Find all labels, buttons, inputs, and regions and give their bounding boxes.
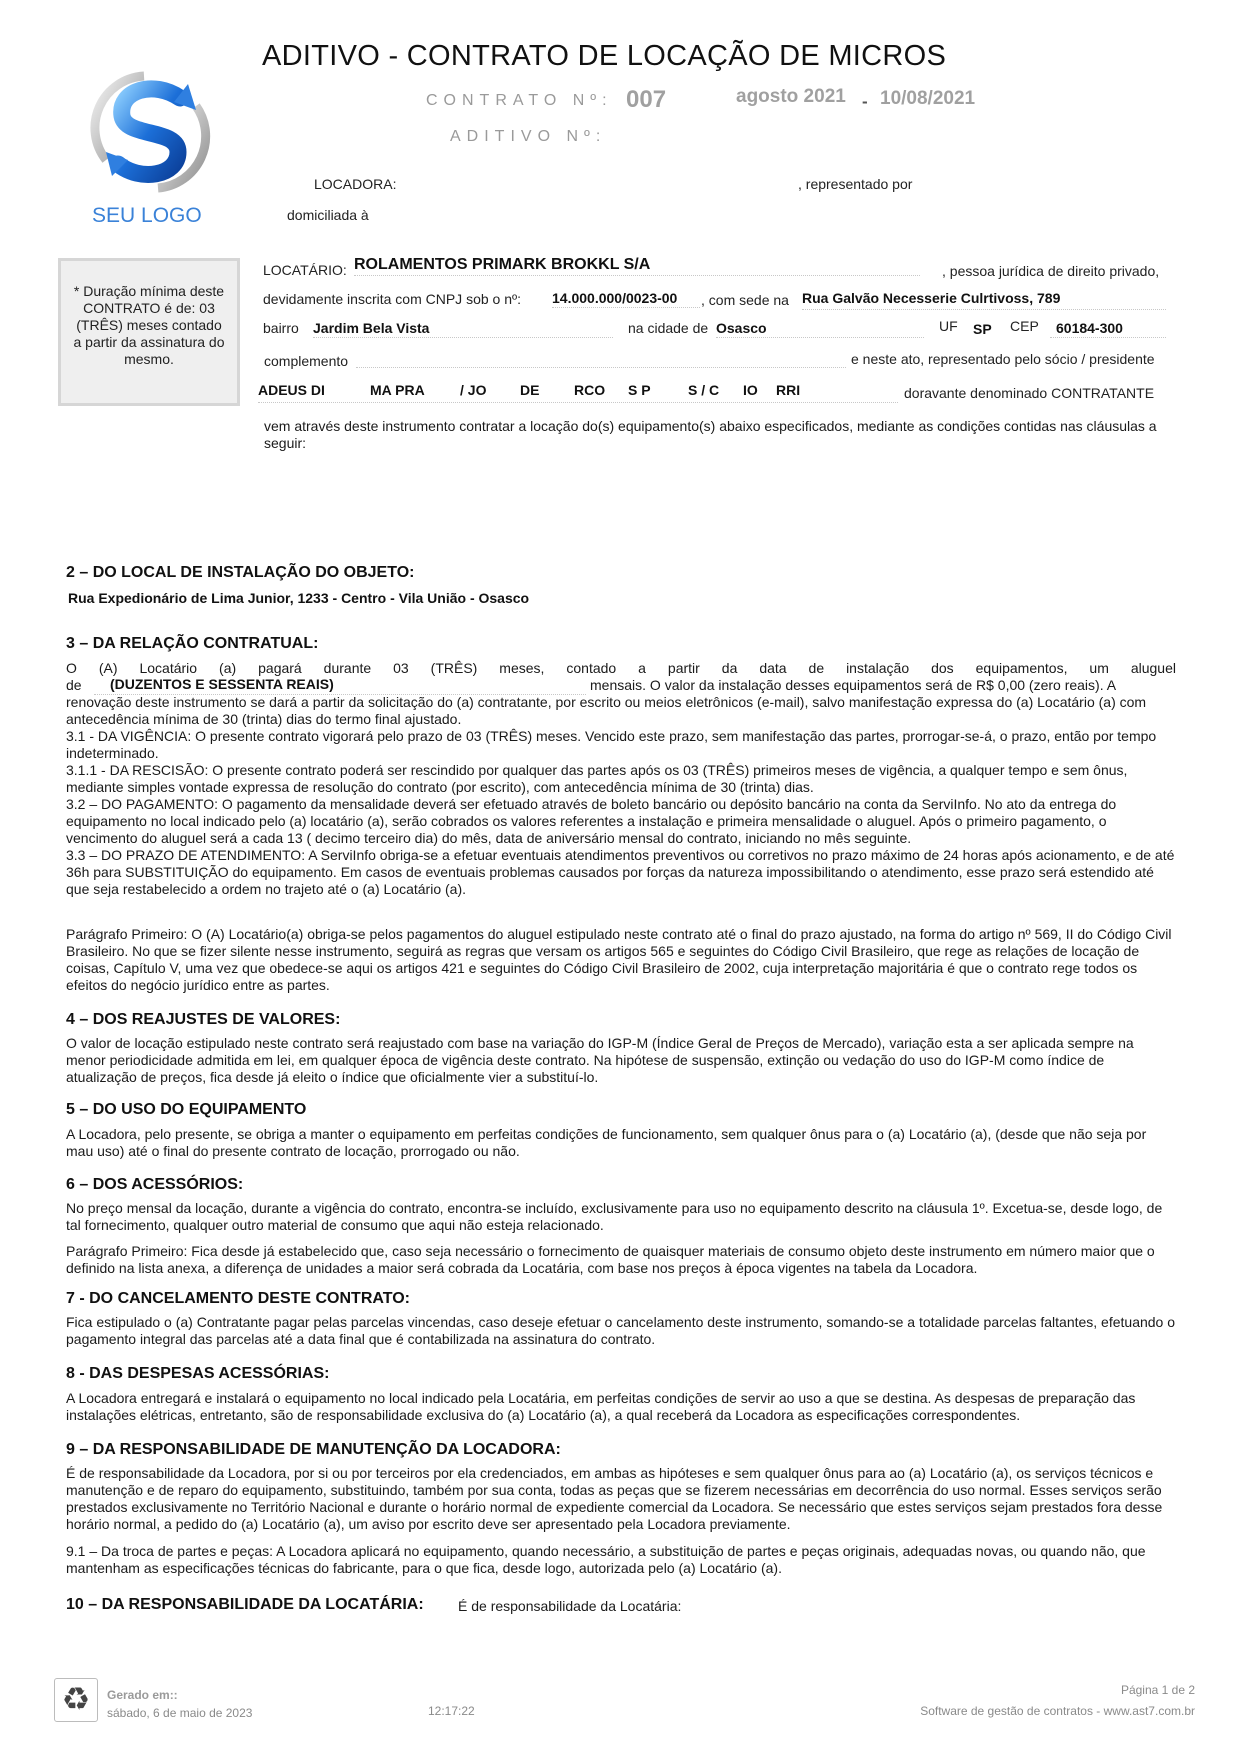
representante-fragmento: ADEUS DI <box>258 382 325 398</box>
representante-fragmento: / JO <box>460 382 487 398</box>
representante-fragmento: IO <box>743 382 758 398</box>
locatario-nome: ROLAMENTOS PRIMARK BROKKL S/A <box>354 256 651 273</box>
s10-title: 10 – DA RESPONSABILIDADE DA LOCATÁRIA: <box>66 1596 424 1613</box>
complemento-label: complemento <box>264 353 349 369</box>
s6-text2: Parágrafo Primeiro: Fica desde já estabelecido que, caso seja necessário o fornecimento de quaisquer materiais de consumo objeto deste instrumento em número maior que o definido na lista anexa, a diferença de unidades a maior será cobrada da Locatária, com base nos preços à época vigentes na tabela da Locadora. <box>66 1243 1155 1276</box>
representante-fragmento: DE <box>520 382 540 398</box>
locatario-label: LOCATÁRIO: <box>263 262 347 278</box>
s3-line2: mensais. O valor da instalação desses equipamentos será de R$ 0,00 (zero reais). A <box>590 677 1117 693</box>
s4-title: 4 – DOS REAJUSTES DE VALORES: <box>66 1011 341 1028</box>
recycle-icon: ♻ <box>54 1678 98 1722</box>
s3-de: de <box>66 677 82 693</box>
s9-title: 9 – DA RESPONSABILIDADE DE MANUTENÇÃO DA LOCADORA: <box>66 1441 561 1458</box>
duracao-minima-note: * Duração mínima deste CONTRATO é de: 03 (TRÊS) meses contado a partir da assinatura do mesmo. <box>58 258 240 406</box>
s6-text1: No preço mensal da locação, durante a vigência do contrato, encontra-se incluído, exclusivamente para uso no equipamento descrito na cláusula 1º. Excetua-se, desde logo, de tal fornecimento, qualquer outro material de consumo que aqui não esteja relacionado. <box>66 1200 1163 1233</box>
cnpj-value: 14.000.000/0023-00 <box>552 290 678 306</box>
s5-text: A Locadora, pelo presente, se obriga a manter o equipamento em perfeitas condições de funcionamento, sem qualquer ônus para o (a) Locatário (a), (desde que não seja por mau uso) até o final do presente contrato de locação, prorrogado ou não. <box>66 1126 1147 1159</box>
s3-paragraphs <box>66 694 1176 898</box>
complemento-line <box>356 367 846 368</box>
representante-nome <box>258 382 818 402</box>
denominado-label: doravante denominado CONTRATANTE <box>904 385 1155 401</box>
contrato-label: CONTRATO Nº: <box>426 92 613 109</box>
gerado-data: sábado, 6 de maio de 2023 <box>107 1706 253 1720</box>
company-logo <box>84 62 218 202</box>
s3-paragrafo-primeiro: Parágrafo Primeiro: O (A) Locatário(a) obriga-se pelos pagamentos do aluguel estipulado neste contrato até o final do prazo ajustado, na forma do artigo nº 569, II do Código Civil Brasileiro. No que se fizer silente nesse instrumento, seguirá as regras que versam os artigos 565 e seguintes do Código Civil Brasileiro, que rege as relações de locação de coisas, Capítulo V, uma vez que obedece-se aqui os artigos 421 e seguintes do Código Civil Brasileiro de 2002, cuja interpretação majoritária é que o contrato rege todos os efeitos do negócio jurídico entre as partes. <box>66 926 1172 993</box>
s3-pagamento: 3.2 – DO PAGAMENTO: O pagamento da mensalidade deverá ser efetuado através de boleto bancário ou depósito bancário na conta da ServiInfo. No ato da entrega do equipamento no local indicado pelo (a) locatário (a), serão cobrados os valores referentes a instalação e primeira mensalidade o aluguel. Após o primeiro pagamento, o vencimento do aluguel será a cada 13 ( decimo terceiro dia) do mês, data de aniversário mensal do contrato, iniciando no mês seguinte. <box>66 796 1117 846</box>
s9-text2: 9.1 – Da troca de partes e peças: A Locadora aplicará no equipamento, quando necessário, a substituição de partes e peças originais, adequadas novas, ou quando não, que mantenham as especificações técnicas do fabricante, para o que fica, desde logo, autorizada pelo (a) Locatário (a). <box>66 1543 1146 1576</box>
s3-vigencia: 3.1 - DA VIGÊNCIA: O presente contrato vigorará pelo prazo de 03 (TRÊS) meses. Vencido este prazo, sem manifestação das partes, prorrogar-se-á, o prazo, então por tempo indeterminado. <box>66 728 1157 761</box>
cidade-value: Osasco <box>716 320 767 336</box>
representante-line <box>258 402 898 403</box>
document-title: ADITIVO - CONTRATO DE LOCAÇÃO DE MICROS <box>262 40 947 72</box>
date-separator: - <box>862 92 868 111</box>
representante-fragmento: RRI <box>776 382 801 398</box>
bairro-value: Jardim Bela Vista <box>313 320 430 336</box>
cnpj-line <box>552 307 700 308</box>
representado-label: e neste ato, representado pelo sócio / presidente <box>851 351 1155 367</box>
cep-value: 60184-300 <box>1056 320 1123 336</box>
s10-text: É de responsabilidade da Locatária: <box>458 1598 682 1614</box>
mes-ano: agosto 2021 <box>736 86 846 107</box>
s3-title: 3 – DA RELAÇÃO CONTRATUAL: <box>66 635 319 652</box>
aditivo-label: ADITIVO Nº: <box>450 128 607 145</box>
s3-valor: (DUZENTOS E SESSENTA REAIS) <box>110 676 334 692</box>
software-credit: Software de gestão de contratos - www.ast7.com.br <box>920 1704 1195 1718</box>
s3-atendimento: 3.3 – DO PRAZO DE ATENDIMENTO: A ServiInfo obriga-se a efetuar eventuais atendimentos preventivos ou corretivos no prazo máximo de 24 horas após acionamento, e de até 36h para SUBSTITUIÇÃO do equipamento. Em casos de eventuais problemas causados por forças da natureza impossibilitando o atendimento, esse prazo será estendido até que seja restabelecido a ordem no trajeto até o (a) Locatário (a). <box>66 847 1175 897</box>
gerado-hora: 12:17:22 <box>428 1704 475 1718</box>
representante-fragmento: S / C <box>688 382 720 398</box>
representante-fragmento: S P <box>628 382 651 398</box>
bairro-label: bairro <box>263 320 299 336</box>
endereco-value: Rua Galvão Necesserie Culrtivoss, 789 <box>802 290 1061 306</box>
page-number: Página 1 de 2 <box>1120 1683 1195 1697</box>
s3-line1: O (A) Locatário (a) pagará durante 03 (TRÊS) meses, contado a partir da data de instalação dos equipamentos, um aluguel <box>66 660 1176 676</box>
contrato-numero: 007 <box>626 86 667 113</box>
locadora-domiciliada: domiciliada à <box>287 207 369 223</box>
s2-endereco: Rua Expedionário de Lima Junior, 1233 - Centro - Vila União - Osasco <box>68 590 530 606</box>
s2-title: 2 – DO LOCAL DE INSTALAÇÃO DO OBJETO: <box>66 564 415 581</box>
cep-label: CEP <box>1010 318 1039 334</box>
sede-label: , com sede na <box>701 292 789 308</box>
s3-renovacao: renovação deste instrumento se dará a partir da solicitação do (a) contratante, por escrito ou meios eletrônicos (e-mail), salvo manifestação expressa do (a) Locatário (a) com antecedência mínima de 30 (trinta) dias do termo final ajustado. <box>66 694 1147 727</box>
bairro-line <box>313 337 613 338</box>
cnpj-label: devidamente inscrita com CNPJ sob o nº: <box>263 291 522 307</box>
representante-fragmento: MA PRA <box>370 382 425 398</box>
s5-title: 5 – DO USO DO EQUIPAMENTO <box>66 1101 307 1118</box>
s8-text: A Locadora entregará e instalará o equipamento no local indicado pela Locatária, em perfeitas condições de servir ao uso a que se destina. As despesas de preparação das instalações elétricas, entretanto, são de responsabilidade exclusiva do (a) Locatário (a), a qual receberá da Locadora as especificações correspondentes. <box>66 1390 1136 1423</box>
s6-title: 6 – DOS ACESSÓRIOS: <box>66 1176 244 1193</box>
s8-title: 8 - DAS DESPESAS ACESSÓRIAS: <box>66 1365 330 1382</box>
locadora-label: LOCADORA: <box>314 176 397 192</box>
s7-text: Fica estipulado o (a) Contratante pagar pelas parcelas vincendas, caso deseje efetuar o cancelamento deste instrumento, somando-se a totalidade parcelas faltantes, efetuando o pagamento integral das parcelas até a data final que é contabilizada na assinatura do contrato. <box>66 1314 1176 1347</box>
logo-text: SEU LOGO <box>92 204 202 227</box>
cidade-line <box>716 337 924 338</box>
uf-label: UF <box>939 318 958 334</box>
locatario-nome-line <box>354 275 920 276</box>
uf-value: SP <box>973 321 992 337</box>
intro-text: vem através deste instrumento contratar a locação do(s) equipamento(s) abaixo especificados, mediante as condições contidas nas cláusulas a seguir: <box>264 418 1157 451</box>
s9-text1: É de responsabilidade da Locadora, por si ou por terceiros por ela credenciados, em ambas as hipóteses e sem qualquer ônus para ao (a) Locatário (a), os serviços técnicos e manutenção e de reparo do equipamento, substituindo, também por sua conta, todas as peças que se fizerem necessárias em decorrência do uso normal. Esses serviços serão prestados exclusivamente no Território Nacional e durante o horário normal de expediente comercial da Locadora. Se necessário que estes serviços sejam prestados fora desse horário normal, a pedido do (a) Locatário (a), um aviso por escrito deve ser apresentado pela Locadora previamente. <box>66 1465 1163 1532</box>
locatario-pessoa: , pessoa jurídica de direito privado, <box>942 263 1160 279</box>
s3-rescisao: 3.1.1 - DA RESCISÃO: O presente contrato poderá ser rescindido por qualquer das partes após os 03 (TRÊS) primeiros meses de vigência, a qualquer tempo e sem ônus, mediante simples vontade expressa de resolução do contrato (por escrito), com antecedência mínima de 30 (trinta) dias. <box>66 762 1128 795</box>
cidade-label: na cidade de <box>628 320 709 336</box>
locadora-representado: , representado por <box>798 176 913 192</box>
contrato-data: 10/08/2021 <box>880 88 976 109</box>
gerado-label: Gerado em:: <box>107 1688 178 1702</box>
s4-text: O valor de locação estipulado neste contrato será reajustado com base na variação do IGP-M (Índice Geral de Preços de Mercado), variação esta a ser aplicada sempre na menor periodicidade admitida em lei, em qualquer época de vigência deste contrato. Na hipótese de suspensão, extinção ou vedação do uso do IGP-M como índice de atualização de preços, fica desde já eleito o índice que oficialmente vier a substituí-lo. <box>66 1035 1134 1085</box>
representante-fragmento: RCO <box>574 382 606 398</box>
s7-title: 7 - DO CANCELAMENTO DESTE CONTRATO: <box>66 1290 411 1307</box>
cep-line <box>1050 337 1166 338</box>
endereco-line <box>802 309 1166 310</box>
